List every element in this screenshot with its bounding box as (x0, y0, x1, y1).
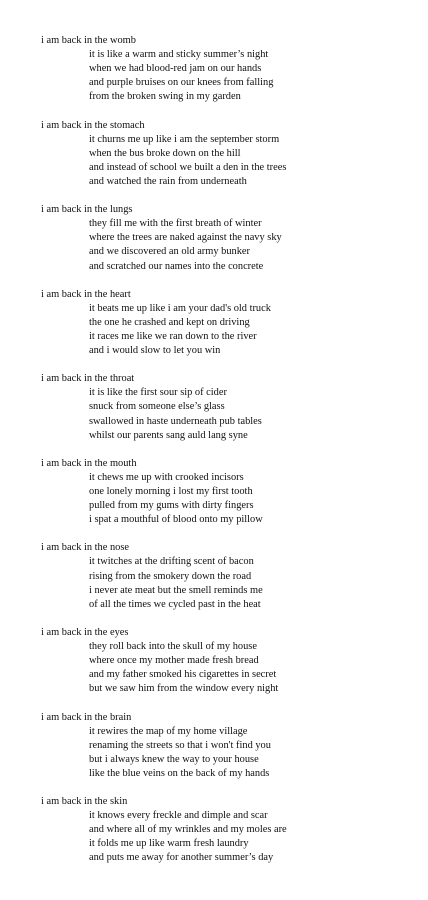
stanza-brain (41, 711, 421, 781)
poem-line: from the broken swing in my garden (89, 91, 241, 103)
poem-line: renaming the streets so that i won't find you (89, 739, 271, 751)
poem-line: and where all of my wrinkles and my moles are (89, 824, 287, 836)
stanza-stomach (41, 119, 421, 189)
poem-line: it races me like we ran down to the river (89, 330, 257, 342)
stanza-mouth (41, 457, 421, 527)
poem-line: it knows every freckle and dimple and scar (89, 810, 268, 822)
stanza-womb (41, 34, 421, 104)
poem-line: like the blue veins on the back of my hands (89, 767, 270, 779)
poem-line: pulled from my gums with dirty fingers (89, 500, 254, 512)
stanza-heading: i am back in the lungs (41, 204, 133, 216)
poem-line: it is like the first sour sip of cider (89, 387, 227, 399)
poem-line: and puts me away for another summer’s day (89, 852, 274, 864)
poem-line: one lonely morning i lost my first tooth (89, 486, 253, 497)
stanza-lungs (41, 203, 421, 273)
poem-line: it churns me up like i am the september storm (89, 133, 280, 145)
stanza-throat (41, 372, 421, 442)
poem-line: where once my mother made fresh bread (89, 655, 259, 667)
poem-line: and scratched our names into the concrete (89, 260, 264, 272)
poem-line: i never ate meat but the smell reminds me (89, 584, 263, 596)
poem-line: they roll back into the skull of my house (89, 641, 257, 653)
stanza-heading: i am back in the eyes (41, 626, 129, 638)
poem (41, 34, 421, 880)
stanza-heading: i am back in the throat (41, 373, 135, 385)
poem-line: rising from the smokery down the road (89, 570, 252, 582)
poem-line: snuck from someone else’s glass (89, 401, 225, 413)
poem-line: and my father smoked his cigarettes in secret (89, 669, 277, 681)
poem-line: but i always knew the way to your house (89, 753, 259, 765)
poem-line: of all the times we cycled past in the heat (89, 598, 261, 610)
poem-line: where the trees are naked against the navy sky (89, 232, 282, 244)
poem-line: it folds me up like warm fresh laundry (89, 838, 249, 850)
poem-line: and instead of school we built a den in the trees (89, 161, 287, 173)
poem-line: it twitches at the drifting scent of bacon (89, 556, 254, 568)
stanza-heading: i am back in the stomach (41, 119, 145, 131)
poem-line: and purple bruises on our knees from falling (89, 77, 274, 89)
stanza-heading: i am back in the brain (41, 711, 132, 723)
stanza-heading: i am back in the mouth (41, 457, 137, 469)
stanza-heading: i am back in the nose (41, 542, 130, 554)
stanza-heart (41, 288, 421, 358)
poem-line: and we discovered an old army bunker (89, 246, 250, 258)
stanza-heading: i am back in the heart (41, 288, 131, 300)
poem-line: swallowed in haste underneath pub tables (89, 415, 262, 427)
poem-line: and i would slow to let you win (89, 345, 221, 357)
poem-line: but we saw him from the window every night (89, 683, 279, 695)
poem-line: it rewires the map of my home village (89, 725, 248, 737)
poem-line: it chews me up with crooked incisors (89, 471, 244, 483)
poem-line: it beats me up like i am your dad's old truck (89, 302, 271, 314)
poem-line: when we had blood-red jam on our hands (89, 63, 262, 75)
poem-line: and watched the rain from underneath (89, 175, 247, 187)
stanza-heading: i am back in the skin (41, 796, 128, 808)
stanza-eyes (41, 626, 421, 696)
stanza-nose (41, 541, 421, 611)
poem-line: whilst our parents sang auld lang syne (89, 429, 248, 441)
poem-line: i spat a mouthful of blood onto my pillow (89, 514, 263, 526)
poem-line: they fill me with the first breath of winter (89, 218, 262, 230)
poem-line: when the bus broke down on the hill (89, 147, 241, 159)
poem-line: it is like a warm and sticky summer’s night (89, 49, 269, 61)
stanza-heading: i am back in the womb (41, 35, 136, 46)
stanza-skin (41, 795, 421, 865)
poem-line: the one he crashed and kept on driving (89, 316, 250, 328)
